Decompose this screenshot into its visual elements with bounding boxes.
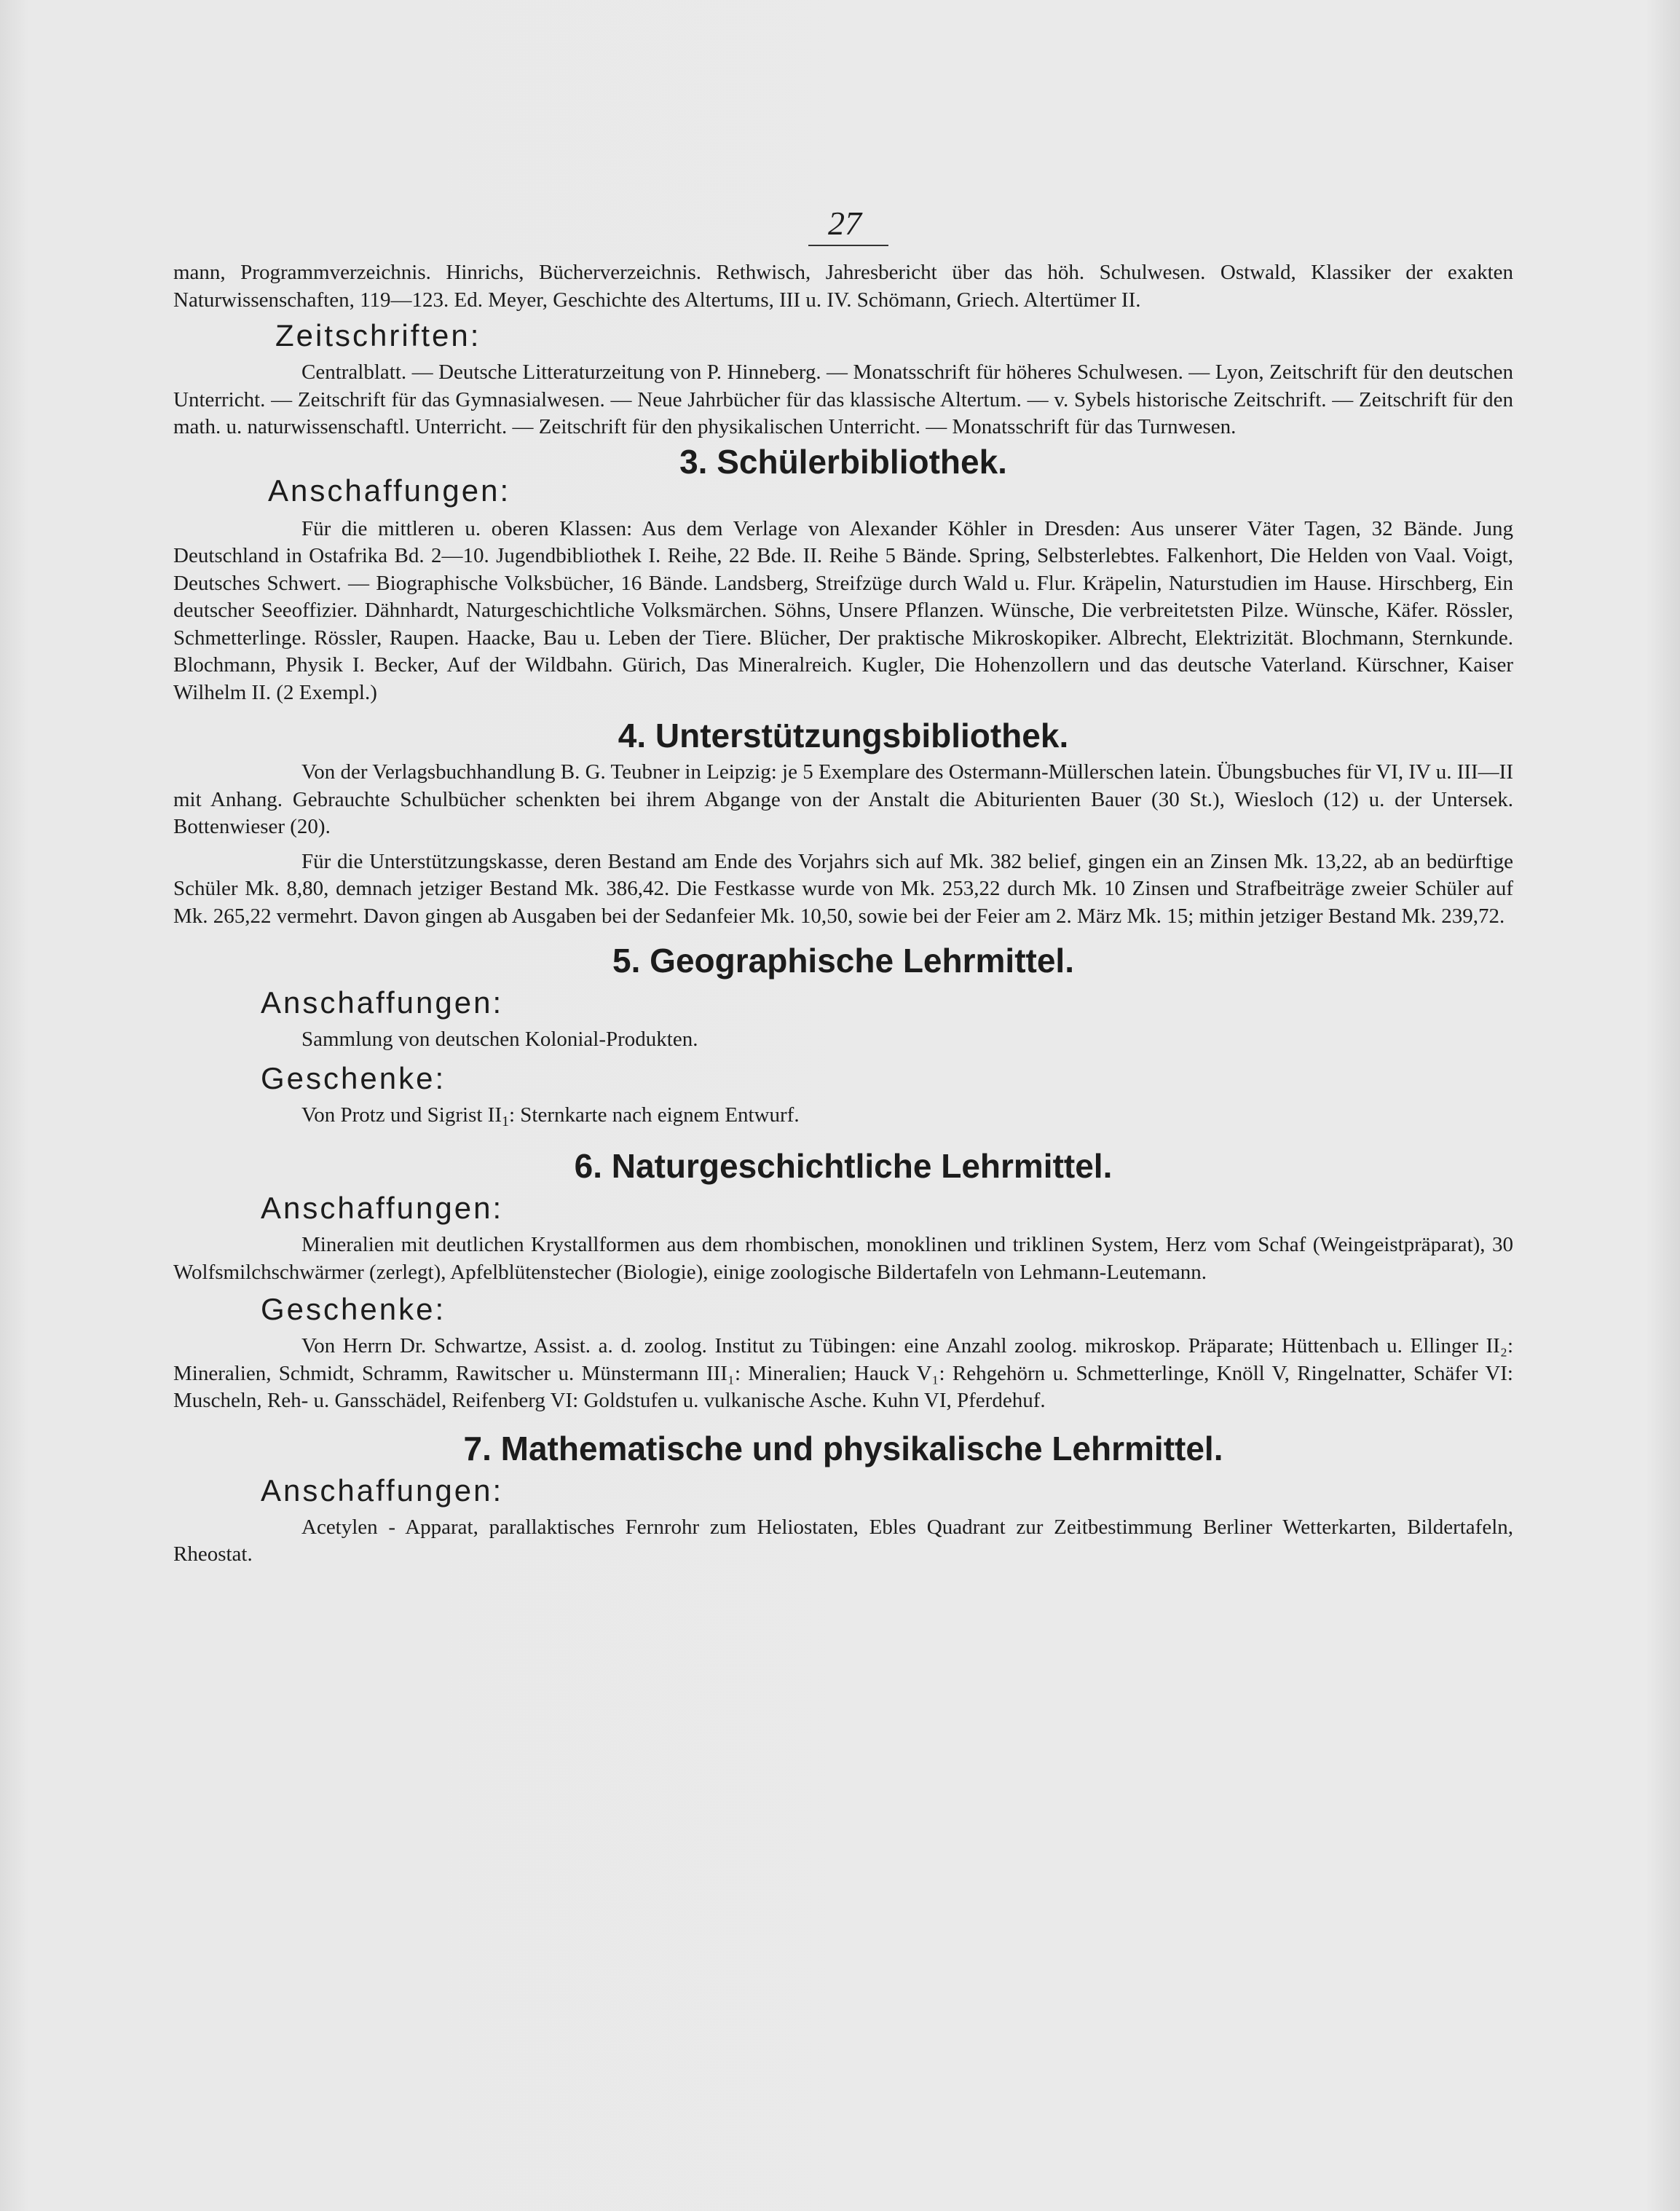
- section-5-geschenke-text: [173, 1102, 1513, 1136]
- section-5-geschenke-subscript: 1: [501, 1113, 509, 1130]
- section-6-label-anschaffungen: Anschaffungen:: [261, 1191, 504, 1225]
- zeitschriften-label: Zeitschriften:: [275, 318, 481, 352]
- zeitschriften-paragraph: Centralblatt. — Deutsche Litteraturzeitung von P. Hinneberg. — Monatsschrift für höheres Schulwesen. — Lyon, Zeitschrift für den deutschen Unterricht. — Zeitschrift für das Gymnasialwesen. — Neue Jahrbücher für das klassische Altertum. — v. Sybels historische Zeitschrift. — Zeitschrift für den math. u. naturwissenschaftl. Unterricht. — Zeitschrift für den physikalischen Unterricht. — Monatsschrift für das Turnwesen.: [173, 360, 1513, 438]
- section-5-geschenke-text-b: : Sternkarte nach eignem Entwurf.: [508, 1103, 800, 1127]
- page-content: [173, 259, 1513, 1569]
- section-3-paragraph: Für die mittleren u. oberen Klassen: Aus dem Verlage von Alexander Köhler in Dresden: Aus unserer Väter Tagen, 32 Bände. Jung Deutschland in Ostafrika Bd. 2—10. Jugendbibliothek I. Reihe, 22 Bde. II. Reihe 5 Bände. Spring, Selbsterlebtes. Falkenhort, Die Helden von Vaal. Voigt, Deutsches Schwert. — Biographische Volksbücher, 16 Bände. Landsberg, Streifzüge durch Wald u. Flur. Kräpelin, Naturstudien im Hause. Hirschberg, Ein deutscher Seeoffizier. Dähnhardt, Naturgeschichtliche Volksmärchen. Söhns, Unsere Pflanzen. Wünsche, Die verbreitetsten Pilze. Wünsche, Käfer. Rössler, Schmetterlinge. Rössler, Raupen. Haacke, Bau u. Leben der Tiere. Blücher, Der praktische Mikroskopiker. Albrecht, Elektrizität. Blochmann, Sternkunde. Blochmann, Physik I. Becker, Auf der Wildbahn. Gürich, Das Mineralreich. Kugler, Die Hohenzollern und das deutsche Vaterland. Kürschner, Kaiser Wilhelm II. (2 Exempl.): [173, 516, 1513, 704]
- section-7-heading: 7. Mathematische und physikalische Lehrmittel.: [463, 1429, 1223, 1467]
- section-5-label-geschenke: Geschenke:: [261, 1060, 446, 1095]
- section-7-paragraph: Acetylen - Apparat, parallaktisches Fernrohr zum Heliostaten, Ebles Quadrant zur Zeitbestimmung Berliner Wetterkarten, Bildertafeln, Rheostat.: [173, 1515, 1513, 1566]
- section-4-paragraph-1: Von der Verlagsbuchhandlung B. G. Teubner in Leipzig: je 5 Exemplare des Ostermann-Müllerschen latein. Übungsbuches für VI, IV u. III—II mit Anhang. Gebrauchte Schulbücher schenkten bei ihrem Abgange von der Anstalt die Abiturienten Bauer (30 St.), Wiesloch (12) u. der Untersek. Bottenwieser (20).: [173, 760, 1513, 838]
- section-6-geschenke-text: Von Herrn Dr. Schwartze, Assist. a. d. zoolog. Institut zu Tübingen: eine Anzahl zoolog. mikroskop. Präparate; Hüttenbach u. Ellinger II₂: Mineralien, Schmidt, Schramm, Rawitscher u. Münstermann III₁: Mineralien; Hauck V₁: Rehgehörn u. Schmetterlinge, Knöll V, Ringelnatter, Schäfer VI: Muscheln, Reh- u. Gansschädel, Reifenberg VI: Goldstufen u. vulkanische Asche. Kuhn VI, Pferdehuf.: [173, 1334, 1513, 1412]
- section-6-anschaffungen-text: Mineralien mit deutlichen Krystallformen aus dem rhombischen, monoklinen und triklinen System, Herz vom Schaf (Weingeistpräparat), 30 Wolfsmilchschwärmer (zerlegt), Apfelblütenstecher (Biologie), einige zoologische Bildertafeln von Lehmann-Leutemann.: [173, 1233, 1513, 1284]
- section-3-header: [173, 441, 1513, 511]
- intro-paragraph: mann, Programmverzeichnis. Hinrichs, Bücherverzeichnis. Rethwisch, Jahresbericht über das höh. Schulwesen. Ostwald, Klassiker der exakten Naturwissenschaften, 119—123. Ed. Meyer, Geschichte des Altertums, III u. IV. Schömann, Griech. Altertümer II.: [173, 261, 1513, 312]
- section-4-paragraph-2: Für die Unterstützungskasse, deren Bestand am Ende des Vorjahrs sich auf Mk. 382 belief, gingen ein an Zinsen Mk. 13,22, ab an bedürftige Schüler Mk. 8,80, demnach jetziger Bestand Mk. 386,42. Die Festkasse wurde von Mk. 253,22 durch Mk. 10 Zinsen und Strafbeiträge zweier Schüler auf Mk. 265,22 vermehrt. Davon gingen ab Ausgaben bei der Sedanfeier Mk. 10,50, sowie bei der Feier am 2. März Mk. 15; mithin jetziger Bestand Mk. 239,72.: [173, 849, 1513, 928]
- section-7-label: Anschaffungen:: [261, 1473, 504, 1508]
- section-5-label-anschaffungen: Anschaffungen:: [261, 985, 504, 1020]
- section-4-heading: 4. Unterstützungsbibliothek.: [618, 717, 1069, 754]
- section-5-heading: 5. Geographische Lehrmittel.: [612, 942, 1074, 980]
- section-5-geschenke-text-a: Von Protz und Sigrist II: [301, 1103, 502, 1127]
- section-6-label-geschenke: Geschenke:: [261, 1292, 446, 1326]
- section-3-label: Anschaffungen:: [268, 473, 511, 508]
- section-3-heading: 3. Schülerbibliothek.: [679, 442, 1007, 481]
- page-number: 27: [828, 205, 861, 242]
- page-number-rule: [808, 245, 888, 246]
- section-5-anschaffungen-text: Sammlung von deutschen Kolonial-Produkten.: [301, 1028, 698, 1051]
- section-6-heading: 6. Naturgeschichtliche Lehrmittel.: [574, 1147, 1113, 1185]
